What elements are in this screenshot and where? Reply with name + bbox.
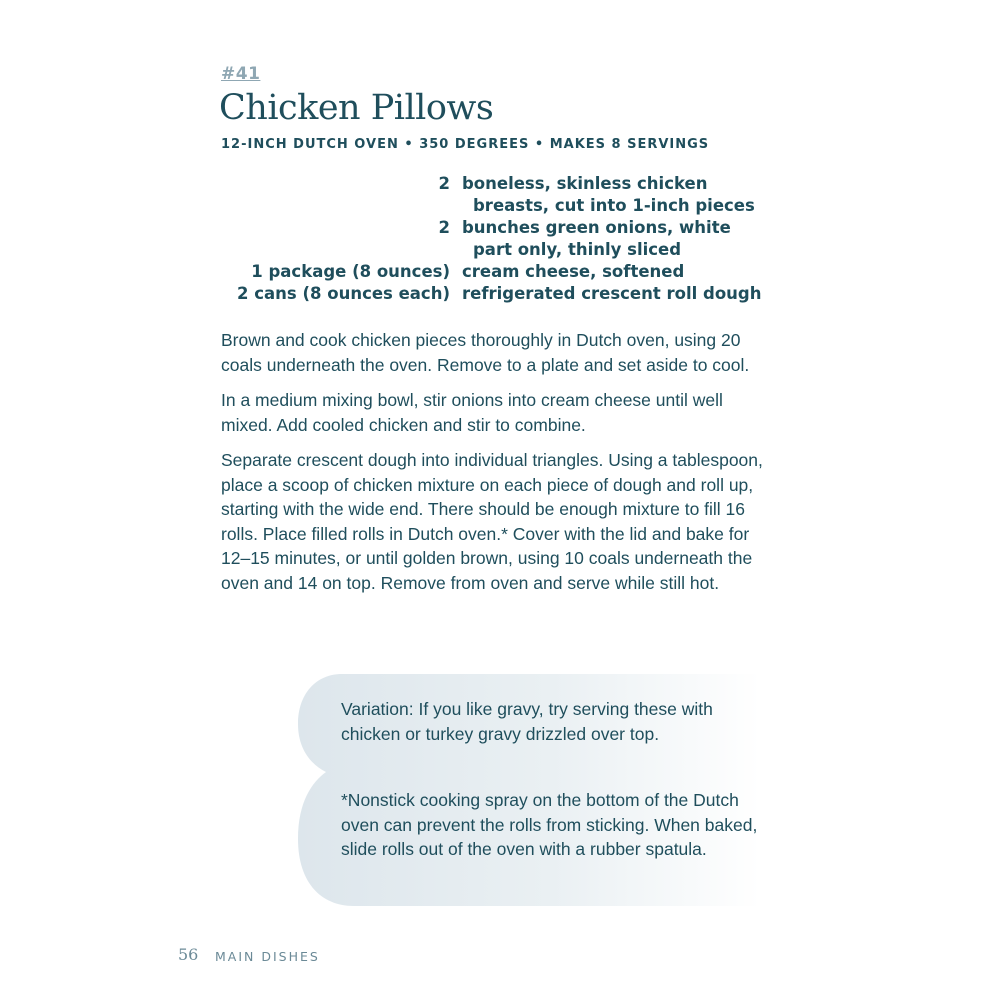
direction-step: Separate crescent dough into individual triangles. Using a tablespoon, place a scoop of chicken mixture on each piece of dough and roll up, starting with the wide end. There should be enough mixture to fill 16 rolls. Place filled rolls in Dutch oven.* Cover with the lid and bake for 12–15 minutes, or until golden brown, using 10 coals underneath the oven and 14 on top. Remove from oven and serve while still hot. bbox=[221, 450, 763, 593]
ingredient-row bbox=[220, 261, 780, 283]
section-name: MAIN DISHES bbox=[215, 949, 320, 964]
ingredient-line: part only, thinly sliced bbox=[473, 240, 682, 259]
footnote: *Nonstick cooking spray on the bottom of the Dutch oven can prevent the rolls from sticking. When baked, slide rolls out of the oven with a rubber spatula. bbox=[341, 790, 758, 859]
ingredient-quantity: 2 bbox=[438, 174, 450, 193]
ingredient-quantity: 2 cans (8 ounces each) bbox=[237, 284, 450, 303]
ingredient-row bbox=[220, 283, 780, 305]
ingredient-line: breasts, cut into 1-inch pieces bbox=[473, 196, 755, 215]
direction-step: In a medium mixing bowl, stir onions into cream cheese until well mixed. Add cooled chicken and stir to combine. bbox=[221, 390, 723, 435]
ingredient-row bbox=[220, 217, 780, 261]
ingredient-quantity: 1 package (8 ounces) bbox=[251, 262, 450, 281]
ingredient-line: refrigerated crescent roll dough bbox=[462, 284, 762, 303]
ingredient-line: boneless, skinless chicken bbox=[462, 174, 708, 193]
ingredient-list bbox=[220, 173, 780, 305]
page-number: 56 bbox=[178, 945, 199, 964]
directions bbox=[221, 328, 766, 606]
ingredient-name bbox=[462, 261, 780, 283]
recipe-meta: 12-INCH DUTCH OVEN • 350 DEGREES • MAKES 8 SERVINGS bbox=[221, 137, 710, 152]
direction-step: Brown and cook chicken pieces thoroughly in Dutch oven, using 20 coals underneath the oven. Remove to a plate and set aside to cool. bbox=[221, 330, 750, 375]
ingredient-line: bunches green onions, white bbox=[462, 218, 731, 237]
ingredient-name bbox=[462, 173, 780, 217]
ingredient-line: cream cheese, softened bbox=[462, 262, 685, 281]
ingredient-name bbox=[462, 217, 780, 261]
recipe-title: Chicken Pillows bbox=[219, 88, 494, 128]
ingredient-row bbox=[220, 173, 780, 217]
ingredient-name bbox=[462, 283, 780, 305]
ingredient-quantity: 2 bbox=[438, 218, 450, 237]
recipe-number: #41 bbox=[221, 64, 261, 84]
variation-note: Variation: If you like gravy, try serving these with chicken or turkey gravy drizzled over top. bbox=[341, 699, 713, 744]
